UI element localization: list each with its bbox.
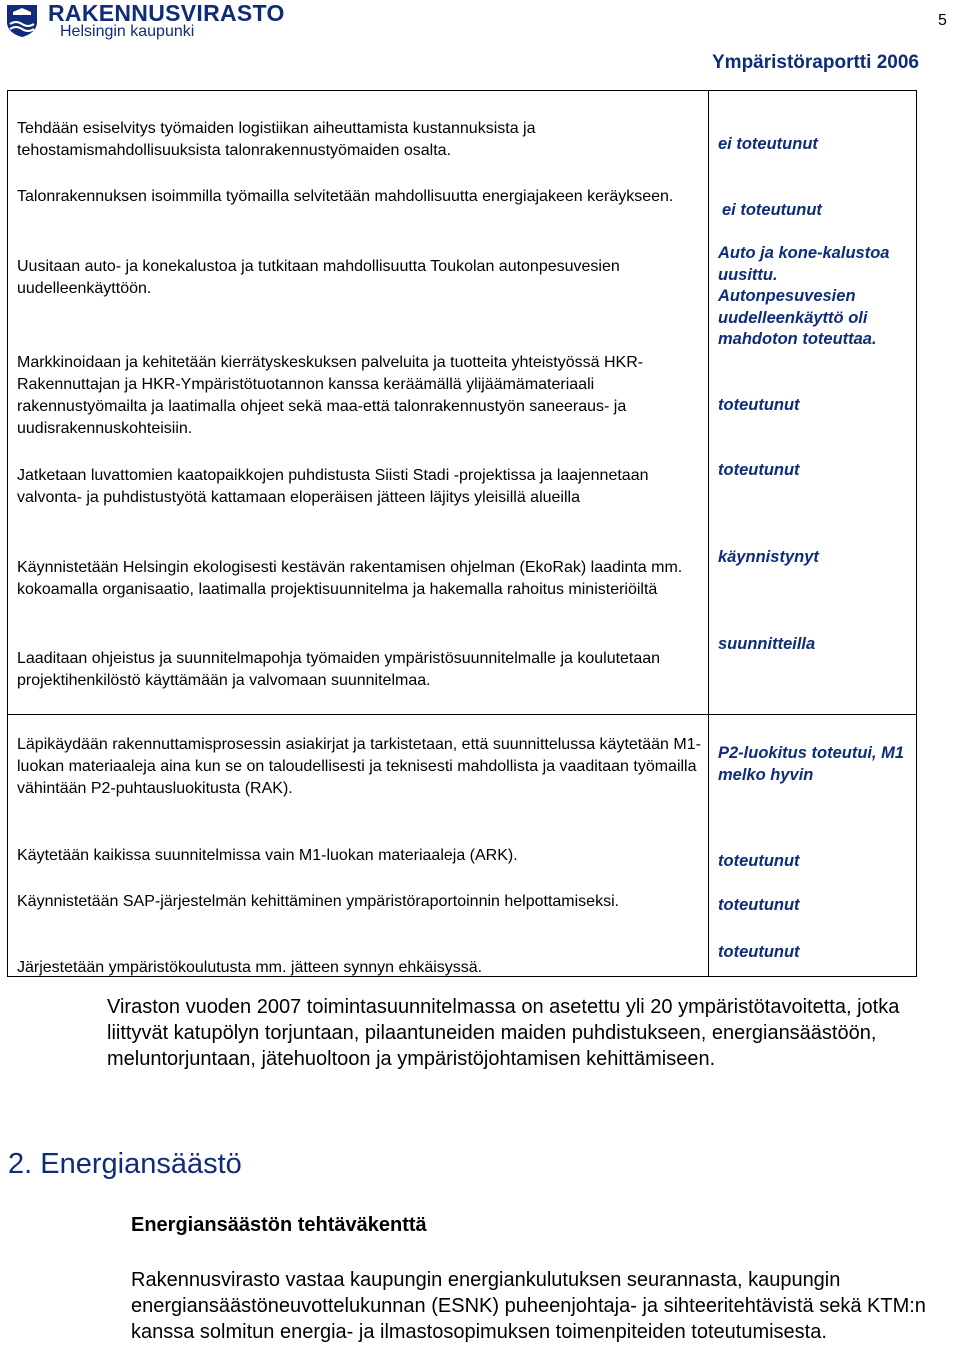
table-action-7: Laaditaan ohjeistus ja suunnitelmapohja työmaiden ympäristösuunnitelmalle ja koulutetaan projektihenkilöstö käyttämään ja valvomaan suunnitelmaa. — [17, 650, 661, 689]
table-action-10: Käynnistetään SAP-järjestelmän kehittäminen ympäristöraportoinnin helpottamiseksi. — [17, 893, 620, 910]
goals-paragraph: Viraston vuoden 2007 toimintasuunnitelmassa on asetettu yli 20 ympäristötavoitetta, jotka liittyvät katupölyn torjuntaan, pilaantuneiden maiden puhdistukseen, energiansäästöön, meluntorjuntaan, jätehuoltoon ja ympäristöjohtamisen kehittämiseen. — [107, 996, 900, 1070]
table-status-1: ei toteutunut — [718, 135, 818, 153]
org-name: RAKENNUSVIRASTO — [48, 0, 285, 26]
table-status-10: toteutunut — [718, 896, 800, 914]
action-table — [7, 90, 917, 977]
page-number: 5 — [938, 12, 947, 29]
energy-paragraph: Rakennusvirasto vastaa kaupungin energiankulutuksen seurannasta, kaupungin energiansäästöneuvottelukunnan (ESNK) puheenjohtaja- ja sihteeritehtävistä sekä KTM:n kanssa solmitun energia- ja ilmastosopimuksen toimenpiteiden toteutumisesta. — [131, 1269, 926, 1343]
table-action-4: Markkinoidaan ja kehitetään kierrätyskeskuksen palveluita ja tuotteita yhteistyössä HKR-Rakennuttajan ja HKR-Ympäristötuotannon kanssa keräämällä ylijäämämateriaali rakennustyömailta ja laatimalla ohjeet sekä maa-että talonrakennustyön saneeraus- ja uudisrakennuskohteisiin. — [17, 354, 644, 437]
section-heading: 2. Energiansäästö — [8, 1148, 242, 1180]
subsection-heading: Energiansäästön tehtäväkenttä — [131, 1214, 427, 1236]
table-status-7: suunnitteilla — [718, 635, 816, 653]
table-action-3: Uusitaan auto- ja konekalustoa ja tutkitaan mahdollisuutta Toukolan autonpesuvesien uudelleenkäyttöön. — [17, 258, 620, 297]
table-row-divider — [7, 714, 917, 715]
table-status-6: käynnistynyt — [718, 548, 819, 566]
table-status-5: toteutunut — [718, 461, 800, 479]
table-action-9: Käytetään kaikissa suunnitelmissa vain M1-luokan materiaaleja (ARK). — [17, 847, 518, 864]
table-action-6: Käynnistetään Helsingin ekologisesti kestävän rakentamisen ohjelman (EkoRak) laadinta mm. kokoamalla organisaatio, laatimalla projektisuunnitelma ja hakemalla rahoitus ministeriöiltä — [17, 559, 683, 598]
table-status-2: ei toteutunut — [722, 201, 822, 219]
table-action-2: Talonrakennuksen isoimmilla työmailla selvitetään mahdollisuutta energiajakeen keräykseen. — [17, 188, 674, 205]
org-subtitle: Helsingin kaupunki — [60, 23, 195, 40]
report-title: Ympäristöraportti 2006 — [712, 52, 919, 73]
table-action-11: Järjestetään ympäristökoulutusta mm. jätteen synnyn ehkäisyssä. — [17, 959, 483, 976]
table-action-5: Jatketaan luvattomien kaatopaikkojen puhdistusta Siisti Stadi -projektissa ja laajennetaan valvonta- ja puhdistustyötä kattamaan eloperäisen jätteen läjitys yleisillä alueilla — [17, 467, 649, 506]
table-status-4: toteutunut — [718, 396, 800, 414]
table-action-8: Läpikäydään rakennuttamisprosessin asiakirjat ja tarkistetaan, että suunnittelussa käytetään M1-luokan materiaaleja aina kun se on taloudellisesti ja teknisesti mahdollista ja vaaditaan työmailla vähintään P2-puhtausluokitusta (RAK). — [17, 736, 701, 797]
table-status-8: P2-luokitus toteutui, M1 melko hyvin — [718, 744, 905, 784]
table-status-11: toteutunut — [718, 943, 800, 961]
helsinki-crest-icon — [4, 2, 40, 38]
table-action-1: Tehdään esiselvitys työmaiden logistiikan aiheuttamista kustannuksista ja tehostamismahdollisuuksista talonrakennustyömaiden osalta. — [17, 120, 536, 159]
table-status-9: toteutunut — [718, 852, 800, 870]
table-column-divider — [708, 90, 709, 977]
table-status-3: Auto ja kone-kalustoa uusittu. Autonpesuvesien uudelleenkäyttö oli mahdoton toteuttaa. — [718, 244, 890, 348]
